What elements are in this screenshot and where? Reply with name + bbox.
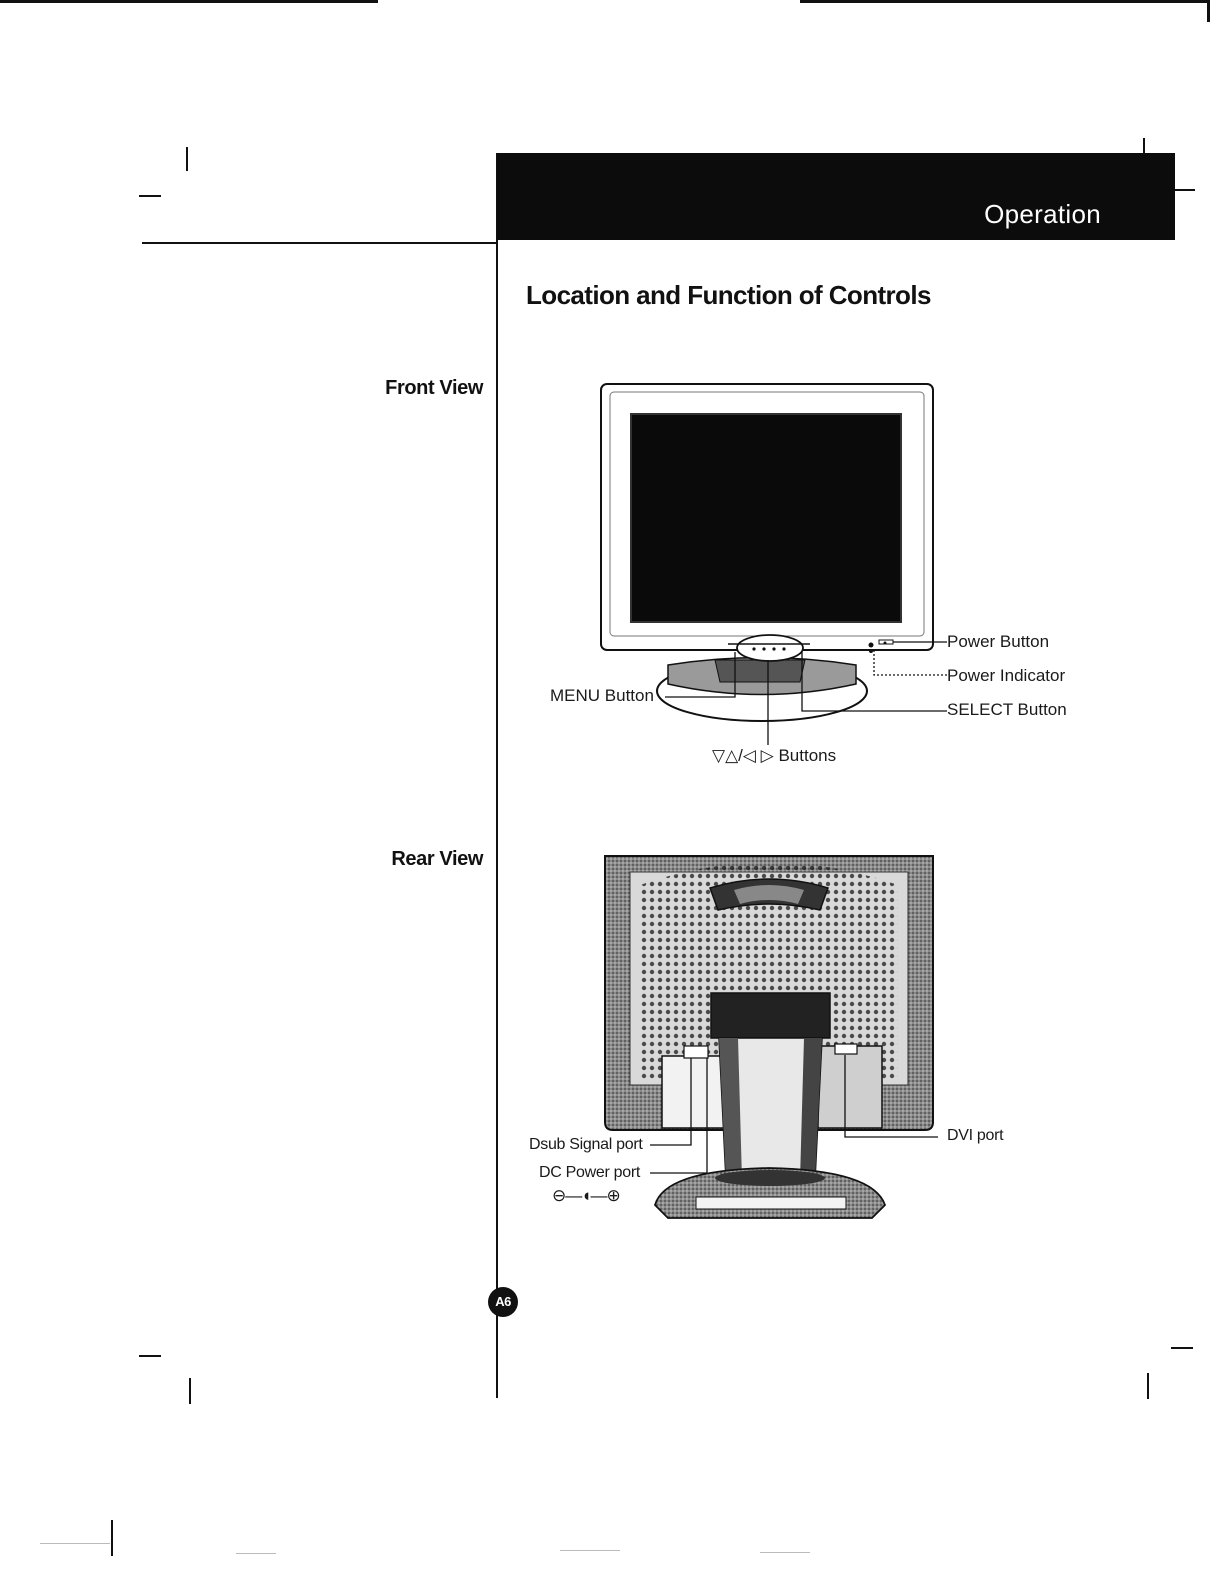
section-title: Operation <box>984 199 1101 229</box>
scan-noise <box>560 1550 620 1551</box>
arrow-buttons-label: ▽△/◁ ▷ Buttons <box>712 746 837 765</box>
scan-noise <box>236 1553 276 1554</box>
page-number-badge: A6 <box>488 1287 518 1317</box>
front-view-heading: Front View <box>385 377 483 399</box>
scan-noise <box>760 1552 810 1553</box>
dvi-port-label: DVI port <box>947 1127 1004 1144</box>
polarity-symbol: ⊖—◖—⊕ <box>552 1186 620 1205</box>
page-title: Location and Function of Controls <box>526 280 931 310</box>
scan-noise <box>40 1543 110 1544</box>
power-button-label: Power Button <box>947 632 1050 651</box>
dc-power-port-label: DC Power port <box>539 1164 641 1181</box>
menu-button-label: MENU Button <box>550 686 654 705</box>
rear-stand-column <box>711 993 830 1180</box>
select-button-label: SELECT Button <box>947 700 1067 719</box>
power-indicator-label: Power Indicator <box>947 666 1066 685</box>
rear-stand-base <box>655 1168 885 1218</box>
rear-view-heading: Rear View <box>391 848 483 870</box>
dsub-port-label: Dsub Signal port <box>529 1136 643 1153</box>
